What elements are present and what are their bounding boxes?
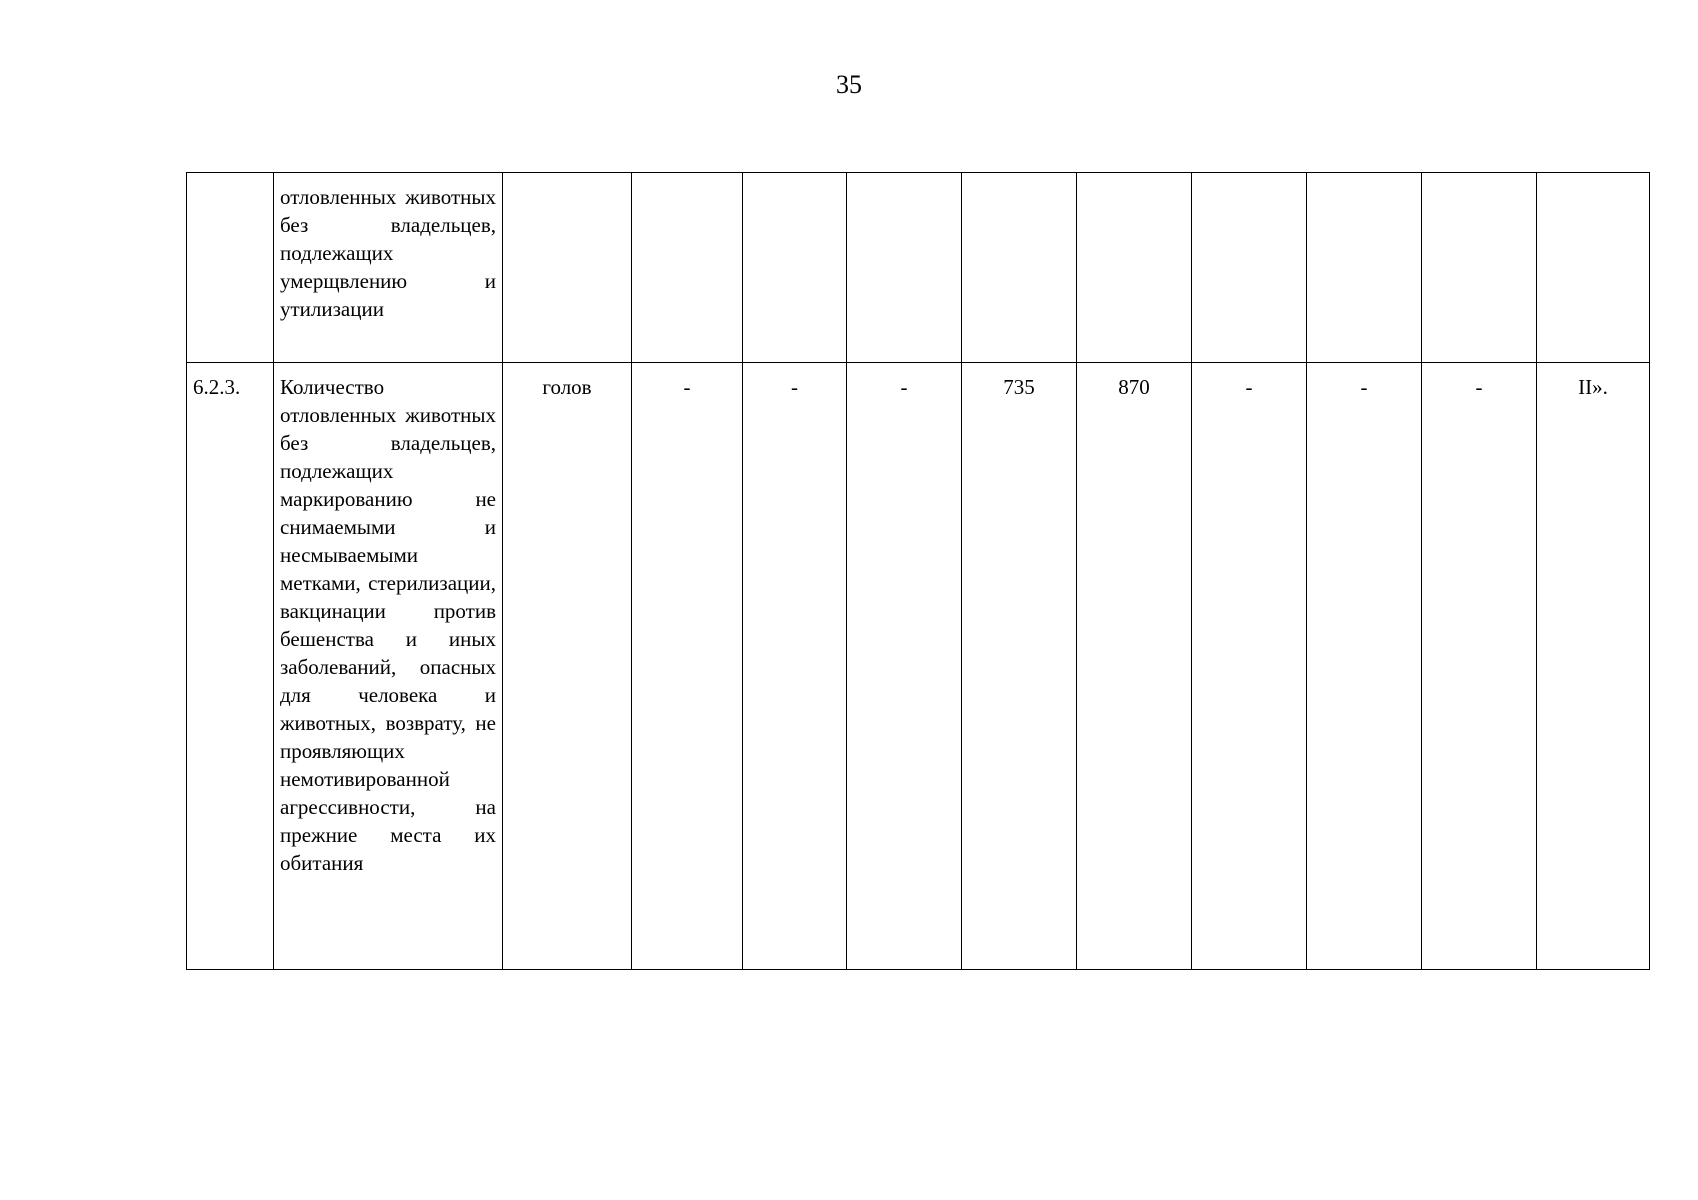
value-cell — [1422, 173, 1537, 363]
value-cell: - — [743, 363, 847, 970]
value-cell — [847, 173, 962, 363]
value-cell — [743, 173, 847, 363]
indicator-description-cell: отловленных животных без владельцев, подлежащих умерщвлению и утилизации — [274, 173, 503, 363]
row-number-cell: 6.2.3. — [187, 363, 274, 970]
value-cell: 735 — [962, 363, 1077, 970]
row-number-cell — [187, 173, 274, 363]
unit-cell: голов — [503, 363, 632, 970]
value-cell: - — [847, 363, 962, 970]
value-cell: 870 — [1077, 363, 1192, 970]
value-cell — [632, 173, 743, 363]
value-cell — [1077, 173, 1192, 363]
last-cell: II». — [1537, 363, 1650, 970]
last-cell — [1537, 173, 1650, 363]
indicator-table — [186, 172, 1650, 970]
table-row — [187, 173, 1650, 363]
value-cell: - — [1192, 363, 1307, 970]
value-cell: - — [632, 363, 743, 970]
table-row — [187, 363, 1650, 970]
value-cell — [1307, 173, 1422, 363]
page-number: 35 — [836, 70, 862, 99]
value-cell — [1192, 173, 1307, 363]
indicator-description-cell: Количество отловленных животных без владельцев, подлежащих маркированию не снимаемыми и несмываемыми метками, стерилизации, вакцинации против бешенства и иных заболеваний, опасных для человека и животных, возврату, не проявляющих немотивированной агрессивности, на прежние места их обитания — [274, 363, 503, 970]
value-cell — [962, 173, 1077, 363]
unit-cell — [503, 173, 632, 363]
value-cell: - — [1422, 363, 1537, 970]
value-cell: - — [1307, 363, 1422, 970]
